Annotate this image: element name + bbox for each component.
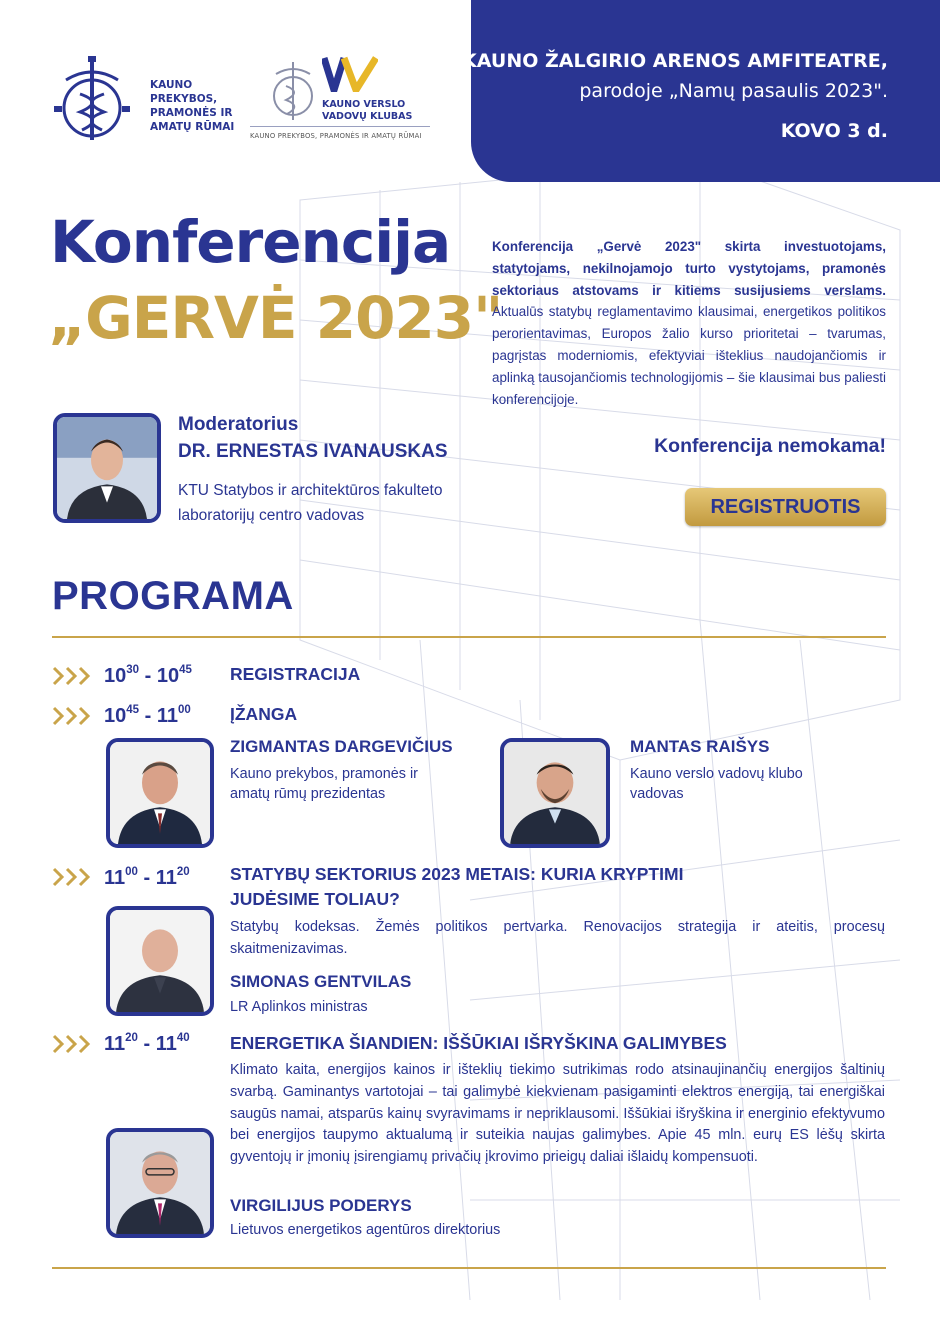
chamber-logo [52,54,132,142]
event-info-banner [462,0,940,182]
free-entry-text: Konferencija nemokama! [654,435,886,457]
chevrons-icon [52,666,94,686]
speaker-photo [106,906,214,1016]
speaker-name: VIRGILIJUS PODERYS [230,1196,412,1215]
program-top-divider [52,636,886,638]
venue-text: KAUNO ŽALGIRIO ARENOS AMFITEATRE, [462,50,888,72]
moderator-role: Moderatorius [178,414,299,435]
event-text: parodoje „Namų pasaulis 2023". [579,80,888,102]
time-slot-2: $10^{45} - 11^{00}$ [104,704,191,727]
logo-divider [250,126,430,127]
time-slot-4: $11^{20} - 11^{40}$ [104,1032,190,1055]
chamber-logo-text [150,78,260,134]
program-item-title: ENERGETIKA ŠIANDIEN: IŠŠŪKIAI IŠRYŠKINA GALIMYBES [230,1033,727,1053]
chamber-name-line1: KAUNO PREKYBOS, [150,79,218,105]
speaker-name: SIMONAS GENTVILAS [230,972,412,991]
speaker-photo [106,738,214,848]
chevrons-icon [52,706,94,726]
speaker-name: ZIGMANTAS DARGEVIČIUS [230,737,453,756]
moderator-description: KTU Statybos ir architektūros fakulteto laboratorijų centro vadovas [178,482,443,524]
intro-paragraph [492,236,886,410]
date-text: KOVO 3 d. [780,120,888,142]
speaker-role: Kauno verslo vadovų klubo vadovas [630,766,803,802]
program-item-title: ĮŽANGA [230,704,298,724]
club-name-line2: VADOVŲ KLUBAS [322,111,413,122]
vv-logo [322,56,378,92]
speaker-name: MANTAS RAIŠYS [630,737,770,756]
title-line2: „GERVĖ 2023" [48,284,503,352]
intro-bold-text: Konferencija „Gervė 2023" skirta investuotojams, statytojams, nekilnojamojo turto vystytojams, pramonės sektoriaus atstovams ir kitiems susijusiems verslams. [492,239,886,298]
club-logo-text [322,99,432,123]
speaker-photo [106,1128,214,1238]
time-slot-1: $10^{30} - 10^{45}$ [104,664,192,687]
register-button[interactable]: REGISTRUOTIS [685,488,886,526]
speaker-photo [500,738,610,848]
speaker-role: LR Aplinkos ministras [230,999,368,1015]
club-name-line1: KAUNO VERSLO [322,99,406,110]
program-item-description: Statybų kodeksas. Žemės politikos pertvarka. Renovacijos strategija ir ateitis, procesų skaitmenizavimas. [230,919,885,957]
moderator-photo [53,413,161,523]
chamber-name-line2: PRAMONĖS IR [150,107,233,119]
chamber-name-line3: AMATŲ RŪMAI [150,121,235,133]
chevrons-icon [52,867,94,887]
speaker-role: Lietuvos energetikos agentūros direktorius [230,1222,501,1238]
title-line1: Konferencija [50,208,451,276]
program-heading: PROGRAMA [52,574,294,618]
program-item-title: STATYBŲ SEKTORIUS 2023 METAIS: KURIA KRYPTIMI JUDĖSIME TOLIAU? [230,864,684,909]
program-item-title: REGISTRACIJA [230,664,361,684]
chevrons-icon [52,1034,94,1054]
time-slot-3: $11^{00} - 11^{20}$ [104,866,190,889]
moderator-name: DR. ERNESTAS IVANAUSKAS [178,441,448,462]
club-logo-subtitle: KAUNO PREKYBOS, PRAMONĖS IR AMATŲ RŪMAI [250,132,422,140]
intro-text: Aktualūs statybų reglamentavimo klausimai, energetikos politikos perorientavimas, Europos žalio kurso prioritetai – tvarumas, pagrįstas moderniomis, efektyviai išteklius naudojančiomis ir aplinką tausojančiomis technologijomis – šie klausimai bus paliesti konferencijoje. [492,304,886,407]
program-item-description: Klimato kaita, energijos kainos ir išteklių tiekimo sutrikimas rodo atsinaujinančių energijos šaltinių svarbą. Gaminantys vartotojai – tai galimybė kiekvienam pasigaminti elektros energiją, tai energiškai saugūs namai, atsparūs kainų svyravimams ir nepriklausomi. Iššūkiai išryškina ir energinio efektyvumo bei energijos taupymo aktualumą ir suteikia naujas galimybes. Apie 45 mln. eurų ES lėšų skirta gyventojų ir įmonių įsirengiamų privačių įkrovimo prieigų daliai išlaidų kompensuoti. [230,1062,885,1166]
program-bottom-divider [52,1267,886,1269]
speaker-role: Kauno prekybos, pramonės ir amatų rūmų prezidentas [230,766,418,802]
chamber-small-logo [268,56,318,122]
